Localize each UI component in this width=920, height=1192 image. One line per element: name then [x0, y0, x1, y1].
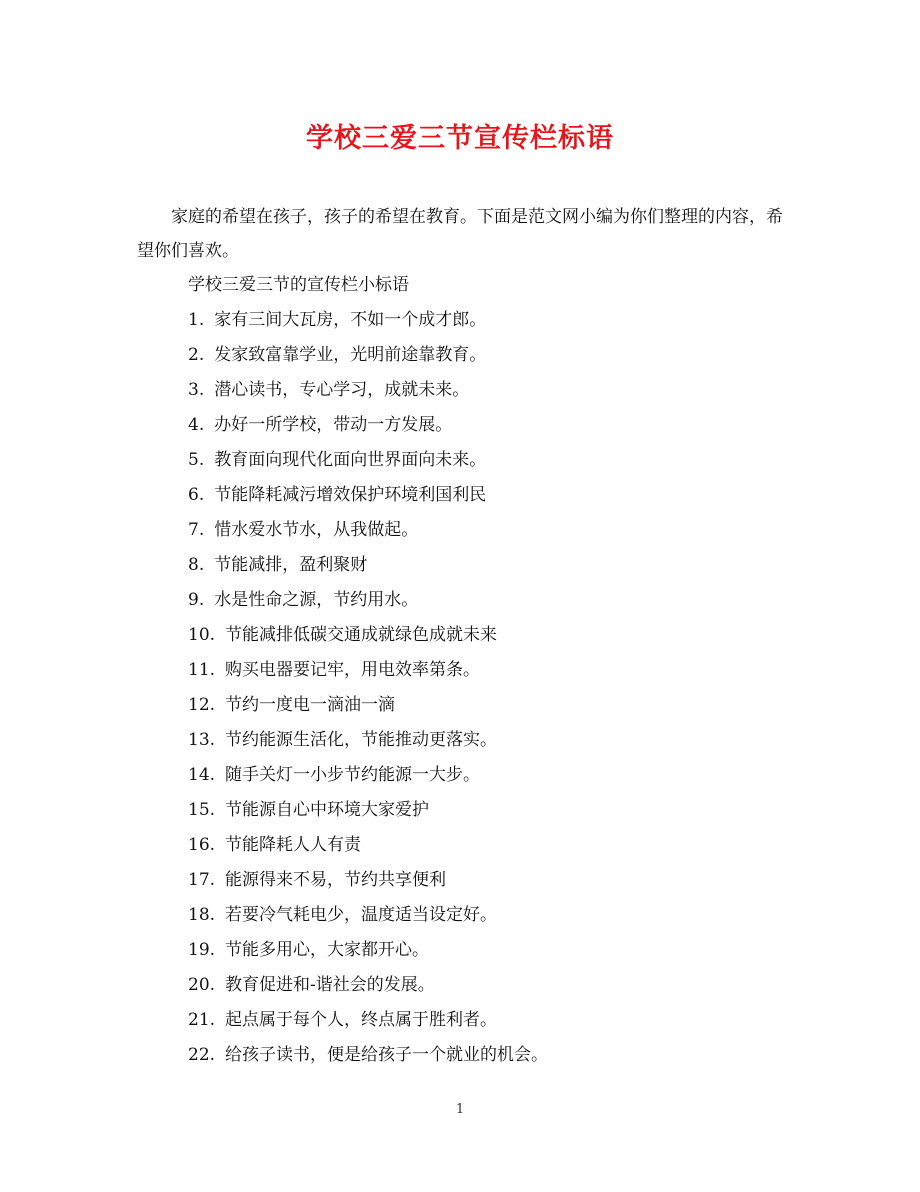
item-number: 20.: [188, 975, 216, 995]
slogan-list: [188, 303, 548, 1073]
list-item: [188, 408, 548, 443]
item-text: 节能降耗减污增效保护环境利国利民: [214, 485, 487, 505]
item-number: 22.: [188, 1045, 216, 1065]
list-item: [188, 618, 548, 653]
item-number: 16.: [188, 835, 216, 855]
item-number: 15.: [188, 800, 216, 820]
list-item: [188, 1003, 548, 1038]
list-item: [188, 548, 548, 583]
item-number: 6.: [188, 485, 205, 505]
item-text: 节能减排，盈利聚财: [214, 555, 368, 575]
item-text: 节能降耗人人有责: [225, 835, 362, 855]
item-number: 3.: [188, 380, 205, 400]
item-number: 10.: [188, 625, 216, 645]
item-text: 给孩子读书，便是给孩子一个就业的机会。: [225, 1045, 549, 1065]
item-number: 12.: [188, 695, 216, 715]
document-title: 学校三爱三节宣传栏标语: [306, 123, 614, 154]
item-text: 发家致富靠学业，光明前途靠教育。: [214, 345, 487, 365]
list-item: [188, 968, 548, 1003]
page-number: 1: [455, 1102, 465, 1117]
item-text: 随手关灯一小步节约能源一大步。: [225, 765, 481, 785]
list-item: [188, 828, 548, 863]
item-text: 若要冷气耗电少，温度适当设定好。: [225, 905, 498, 925]
item-text: 节能多用心，大家都开心。: [225, 940, 430, 960]
list-item: [188, 1038, 548, 1073]
item-number: 21.: [188, 1010, 216, 1030]
item-number: 14.: [188, 765, 216, 785]
list-item: [188, 653, 548, 688]
item-text: 办好一所学校，带动一方发展。: [214, 415, 453, 435]
list-item: [188, 933, 548, 968]
list-item: [188, 758, 548, 793]
list-item: [188, 688, 548, 723]
item-number: 5.: [188, 450, 205, 470]
item-number: 1.: [188, 310, 205, 330]
item-text: 潜心读书，专心学习，成就未来。: [214, 380, 470, 400]
item-number: 4.: [188, 415, 205, 435]
list-item: [188, 478, 548, 513]
item-text: 教育促进和-谐社会的发展。: [225, 975, 435, 995]
item-number: 9.: [188, 590, 205, 610]
list-item: [188, 898, 548, 933]
item-text: 节约一度电一滴油一滴: [225, 695, 396, 715]
list-item: [188, 443, 548, 478]
item-text: 节能源自心中环境大家爱护: [225, 800, 430, 820]
item-text: 起点属于每个人，终点属于胜利者。: [225, 1010, 498, 1030]
list-item: [188, 793, 548, 828]
intro-paragraph: 家庭的希望在孩子，孩子的希望在教育。下面是范文网小编为你们整理的内容，希望你们喜欢。: [137, 207, 783, 261]
item-text: 家有三间大瓦房，不如一个成才郎。: [214, 310, 487, 330]
item-text: 惜水爱水节水，从我做起。: [214, 520, 419, 540]
item-text: 能源得来不易，节约共享便利: [225, 870, 447, 890]
item-number: 2.: [188, 345, 205, 365]
list-item: [188, 513, 548, 548]
item-number: 8.: [188, 555, 205, 575]
list-item: [188, 373, 548, 408]
list-item: [188, 338, 548, 373]
item-text: 教育面向现代化面向世界面向未来。: [214, 450, 487, 470]
item-number: 11.: [188, 660, 216, 680]
section-subtitle: 学校三爱三节的宣传栏小标语: [188, 275, 409, 295]
list-item: [188, 723, 548, 758]
list-item: [188, 863, 548, 898]
item-text: 水是性命之源，节约用水。: [214, 590, 419, 610]
item-number: 7.: [188, 520, 205, 540]
item-text: 购买电器要记牢，用电效率第条。: [225, 660, 481, 680]
item-text: 节约能源生活化，节能推动更落实。: [225, 730, 498, 750]
item-number: 18.: [188, 905, 216, 925]
item-text: 节能减排低碳交通成就绿色成就未来: [225, 625, 498, 645]
list-item: [188, 583, 548, 618]
item-number: 19.: [188, 940, 216, 960]
list-item: [188, 303, 548, 338]
item-number: 13.: [188, 730, 216, 750]
item-number: 17.: [188, 870, 216, 890]
